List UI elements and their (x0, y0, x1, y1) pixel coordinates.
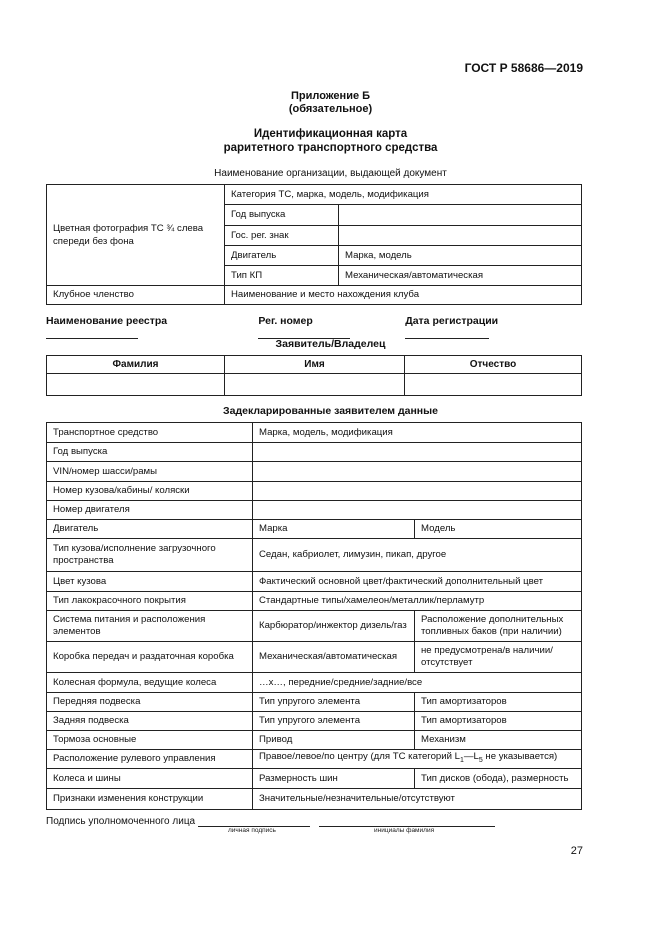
signature-line (46, 816, 495, 827)
patronymic-header: Отчество (405, 356, 582, 374)
row-value: Фактический основной цвет/фактический дополнительный цвет (253, 572, 582, 592)
row-label: Год выпуска (225, 205, 339, 226)
patronymic-field[interactable] (405, 374, 582, 396)
registry-date-label: Дата регистрации (405, 315, 499, 327)
name-header: Имя (225, 356, 405, 374)
row-value[interactable] (253, 443, 582, 462)
standard-code: ГОСТ Р 58686—2019 (464, 61, 583, 75)
table-row (47, 539, 582, 572)
photo-cell: Цветная фотография ТС ¾ слева спереди без фона (47, 185, 225, 286)
row-label: Тип кузова/исполнение загрузочного пространства (47, 539, 253, 572)
row-label: Номер двигателя (47, 501, 253, 520)
row-value: Марка, модель, модификация (253, 423, 582, 443)
row-label: Двигатель (225, 246, 339, 266)
row-value: Стандартные типы/хамелеон/металлик/перламутр (253, 592, 582, 611)
signature-caption: личная подпись (228, 827, 276, 834)
card-title: Идентификационная карта (253, 128, 408, 140)
row-label: Гос. рег. знак (225, 226, 339, 246)
row-label: Колеса и шины (47, 769, 253, 789)
row-value[interactable] (253, 482, 582, 501)
table-row (47, 731, 582, 750)
row-label: Двигатель (47, 520, 253, 539)
row-value-2: Тип дисков (обода), размерность (415, 769, 582, 789)
row-value: Правое/левое/по центру (для ТС категорий $L_1—L_5$ не указывается) (253, 750, 582, 769)
row-label: Номер кузова/кабины/ коляски (47, 482, 253, 501)
row-value-2: Модель (415, 520, 582, 539)
photo-table (46, 184, 582, 305)
name-field[interactable] (225, 374, 405, 396)
row-value[interactable] (253, 501, 582, 520)
annex-subtitle: (обязательное) (288, 103, 373, 115)
table-row (47, 789, 582, 810)
row-value[interactable] (339, 205, 582, 226)
registry-line (46, 315, 582, 339)
row-label: Тип лакокрасочного покрытия (47, 592, 253, 611)
card-title-line2: раритетного транспортного средства (223, 142, 438, 154)
row-value-2: Расположение дополнительных топливных баков (при наличии) (415, 611, 582, 642)
row-value-2: не предусмотрена/в наличии/ отсутствует (415, 642, 582, 673)
row-label: Система питания и расположения элементов (47, 611, 253, 642)
row-label: Цвет кузова (47, 572, 253, 592)
row-label: Признаки изменения конструкции (47, 789, 253, 810)
table-row (47, 462, 582, 482)
registry-name-label: Наименование реестра (46, 315, 168, 327)
table-row (47, 611, 582, 642)
table-row (47, 750, 582, 769)
row-value: Марка (253, 520, 415, 539)
applicant-table (46, 355, 582, 396)
declared-title: Задекларированные заявителем данные (223, 405, 438, 417)
club-label: Клубное членство (47, 286, 225, 305)
row-label: Транспортное средство (47, 423, 253, 443)
registry-number-label: Рег. номер (258, 315, 313, 327)
table-row (47, 423, 582, 443)
page-number: 27 (570, 845, 583, 857)
row-value-2: Тип амортизаторов (415, 712, 582, 731)
row-value: …х…, передние/средние/задние/все (253, 673, 582, 693)
row-label: Тормоза основные (47, 731, 253, 750)
annex-title: Приложение Б (290, 90, 371, 102)
declared-table (46, 422, 582, 810)
row-value: Механическая/автоматическая (339, 266, 582, 286)
row-value: Тип упругого элемента (253, 712, 415, 731)
row-value: Привод (253, 731, 415, 750)
row-value: Размерность шин (253, 769, 415, 789)
initials-caption: инициалы фамилия (374, 827, 435, 834)
table-row (47, 642, 582, 673)
row-label: Расположение рулевого управления (47, 750, 253, 769)
row-value-2: Тип амортизаторов (415, 693, 582, 712)
row-value-2: Механизм (415, 731, 582, 750)
category-cell: Категория ТС, марка, модель, модификация (225, 185, 582, 205)
row-label: Тип КП (225, 266, 339, 286)
row-label: Задняя подвеска (47, 712, 253, 731)
row-value: Значительные/незначительные/отсутствуют (253, 789, 582, 810)
row-label: Колесная формула, ведущие колеса (47, 673, 253, 693)
name-initials-field[interactable] (319, 817, 495, 827)
signature-field[interactable] (198, 817, 310, 827)
applicant-title: Заявитель/Владелец (275, 338, 386, 350)
signature-label: Подпись уполномоченного лица (46, 816, 196, 827)
row-label: VIN/номер шасси/рамы (47, 462, 253, 482)
row-value: Карбюратор/инжектор дизель/газ (253, 611, 415, 642)
table-row (47, 769, 582, 789)
row-value: Механическая/автоматическая (253, 642, 415, 673)
table-row (47, 572, 582, 592)
row-value: Марка, модель (339, 246, 582, 266)
table-row (47, 520, 582, 539)
row-value[interactable] (339, 226, 582, 246)
table-row (47, 712, 582, 731)
row-label: Передняя подвеска (47, 693, 253, 712)
table-row (47, 501, 582, 520)
row-label: Коробка передач и раздаточная коробка (47, 642, 253, 673)
organization-line: Наименование организации, выдающей документ (214, 168, 447, 179)
table-row (47, 693, 582, 712)
surname-field[interactable] (47, 374, 225, 396)
row-value: Седан, кабриолет, лимузин, пикап, другое (253, 539, 582, 572)
table-row (47, 482, 582, 501)
surname-header: Фамилия (47, 356, 225, 374)
row-label: Год выпуска (47, 443, 253, 462)
table-row (47, 673, 582, 693)
row-value[interactable] (253, 462, 582, 482)
row-value: Тип упругого элемента (253, 693, 415, 712)
club-value: Наименование и место нахождения клуба (225, 286, 582, 305)
table-row (47, 443, 582, 462)
table-row (47, 592, 582, 611)
